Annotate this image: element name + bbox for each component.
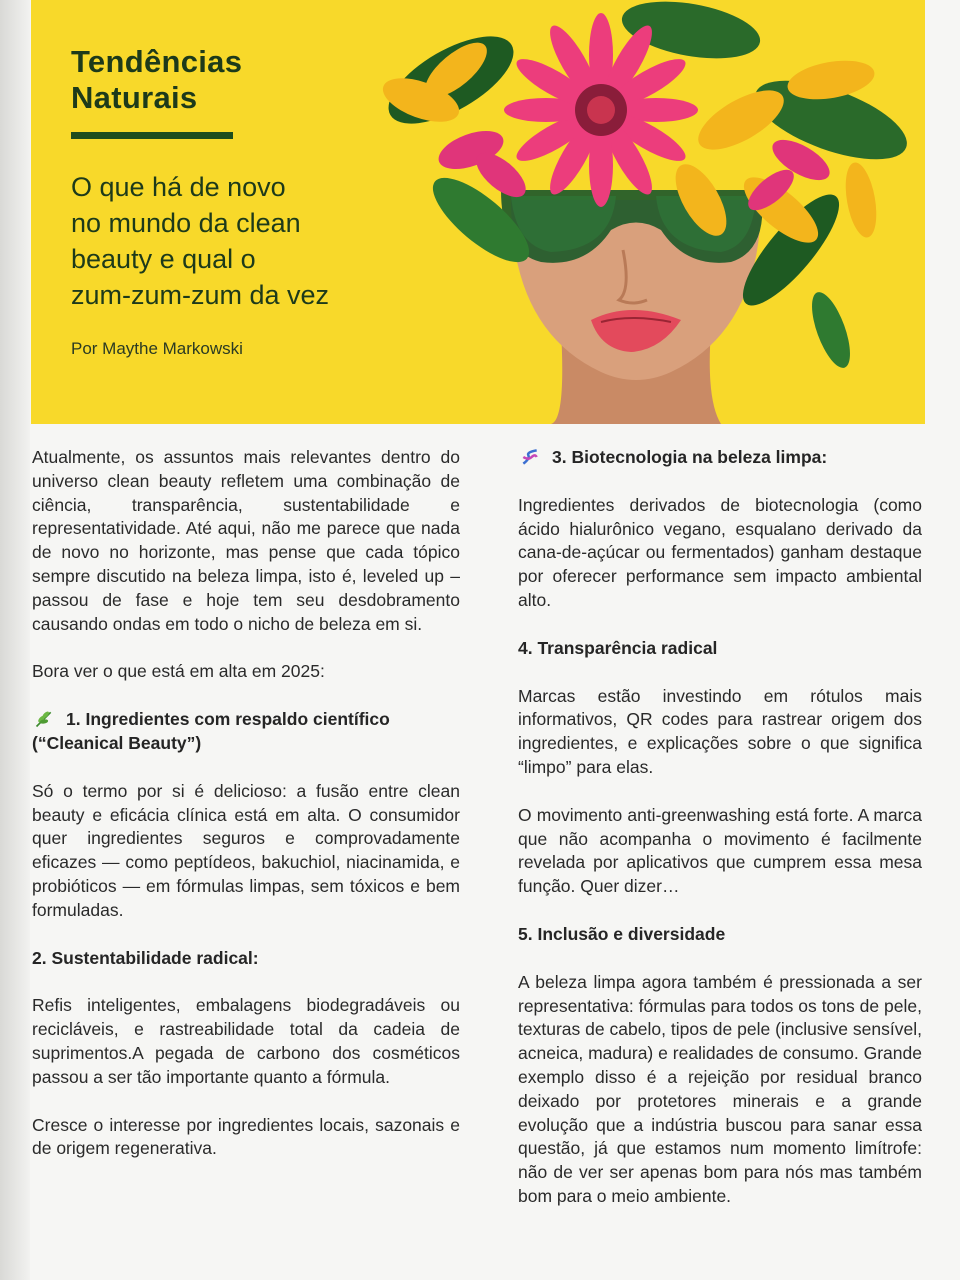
article-headline: O que há de novo no mundo da clean beauty e qual o zum-zum-zum da vez [71, 172, 330, 310]
article-column-right [518, 446, 922, 1233]
flower-crown-woman-illustration [361, 0, 925, 424]
section-5-heading: 5. Inclusão e diversidade [518, 923, 726, 944]
title-underline [71, 132, 233, 139]
section-2-paragraph-1: Refis inteligentes, embalagens biodegradáveis ou recicláveis, e rastreabilidade total da cadeia de suprimentos.A pegada de carbono dos cosméticos passou a ser tão importante quanto a fórmula. [32, 995, 460, 1087]
section-1-heading-text: 1. Ingredientes com respaldo científico (“Cleanical Beauty”) [32, 709, 390, 753]
section-2-heading: 2. Sustentabilidade radical: [32, 947, 259, 968]
section-3-paragraph: Ingredientes derivados de biotecnologia (como ácido hialurônico vegano, esqualano derivado da cana-de-açúcar ou fermentados) ganham destaque por oferecer performance sem impacto ambiental alto. [518, 494, 922, 610]
lead-in-paragraph: Bora ver o que está em alta em 2025: [32, 661, 325, 682]
page-edge-shadow [0, 0, 30, 1280]
section-4-paragraph-2: O movimento anti-greenwashing está forte. A marca que não acompanha o movimento é facilmente revelada por aplicativos que cumprem essa mesa função. Quer dizer… [518, 804, 922, 897]
hero-banner [31, 0, 925, 424]
article-column-left [32, 446, 460, 1185]
section-1-heading [32, 708, 460, 756]
author-byline: Por Maythe Markowski [71, 339, 243, 358]
section-title: Tendências Naturais [71, 44, 243, 115]
section-3-heading [518, 446, 922, 470]
section-1-paragraph: Só o termo por si é delicioso: a fusão entre clean beauty e eficácia clínica está em alta. O consumidor quer ingredientes seguros e comprovadamente eficazes — como peptídeos, bakuchiol, niacinamida, e probióticos — em fórmulas limpas, sem tóxicos e bem formuladas. [32, 780, 460, 920]
intro-paragraph: Atualmente, os assuntos mais relevantes dentro do universo clean beauty refletem uma combinação de ciência, transparência, sustentabilidade e representatividade. Até aqui, não me parece que nada de novo no horizonte, mas pense que cada tópico sempre discutido na beleza limpa, isto é, leveled up – passou de fase e hoje tem seu desdobramento causando ondas em todo o nicho de beleza em si. [32, 447, 460, 634]
leaf-icon [32, 709, 56, 729]
dna-icon [518, 447, 542, 467]
section-3-heading-text: 3. Biotecnologia na beleza limpa: [552, 447, 828, 467]
section-2-paragraph-2: Cresce o interesse por ingredientes locais, sazonais e de origem regenerativa. [32, 1114, 460, 1159]
section-5-paragraph: A beleza limpa agora também é pressionada a ser representativa: fórmulas para todos os tons de pele, texturas de cabelo, tipos de pele (inclusive sensível, acneica, madura) e realidades de consumo. Grande exemplo disso é a rejeição por residual branco deixado por protetores minerais e a grande evolução que a indústria buscou para sanar essa questão, já que estamos num momento limítrofe: não de ver ser apenas bom para nós mas também bom para o meio ambiente. [518, 971, 922, 1206]
section-4-heading: 4. Transparência radical [518, 637, 718, 658]
section-4-paragraph-1: Marcas estão investindo em rótulos mais informativos, QR codes para rastrear origem dos ingredientes, e explicações sobre o que significa “limpo” para elas. [518, 685, 922, 777]
hero-text-block [71, 44, 401, 359]
